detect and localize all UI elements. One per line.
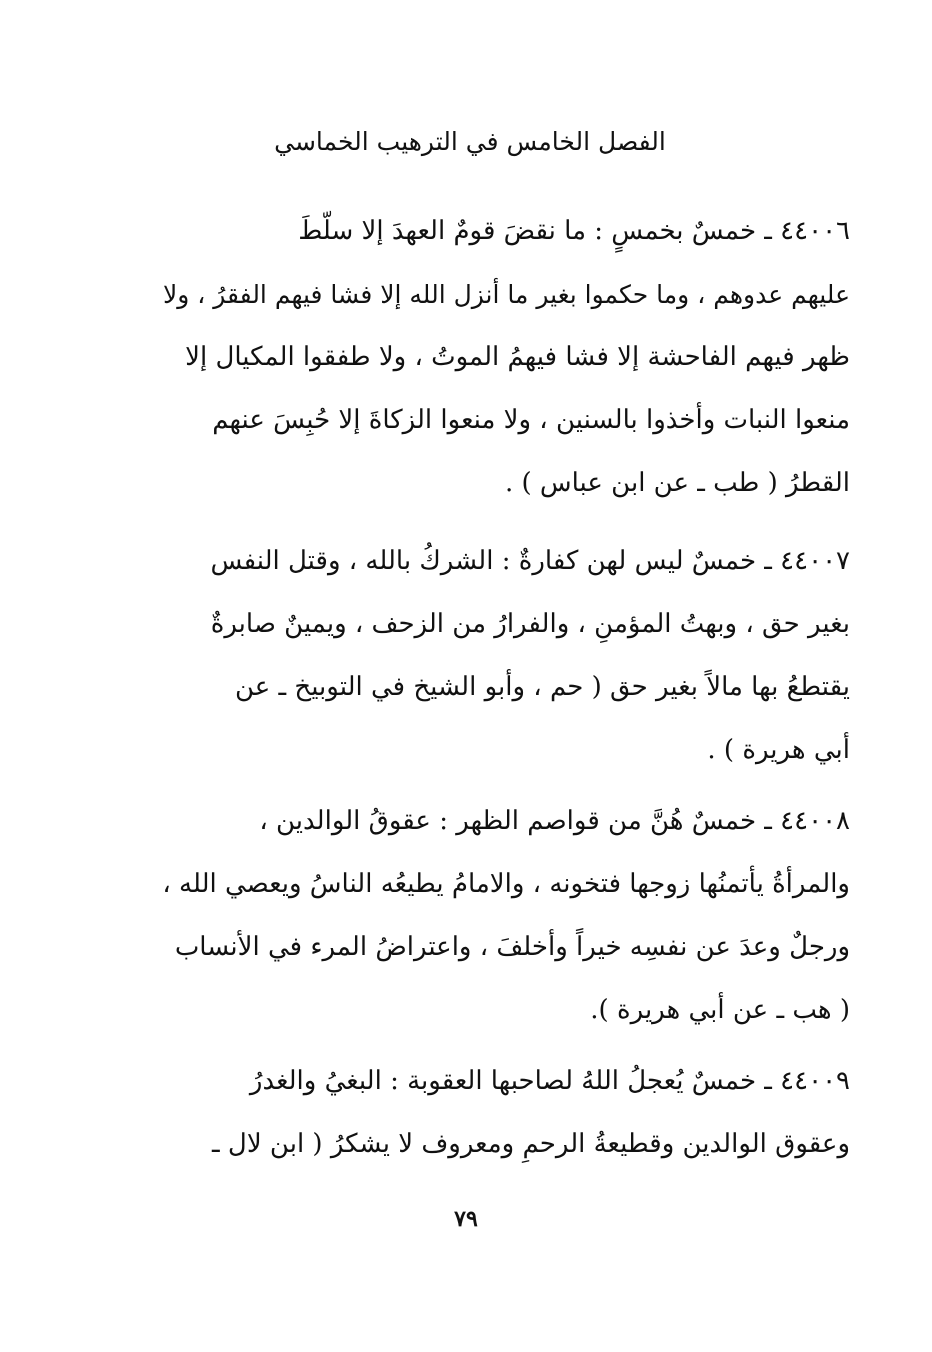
text-line: أبي هريرة ) . — [707, 735, 850, 765]
text-line: وعقوق الوالدين وقطيعةُ الرحمِ ومعروف لا يشكرُ ( ابن لال ـ — [212, 1129, 850, 1159]
text-line: ٤٤٠٠٧ ـ خمسٌ ليس لهن كفارةٌ : الشركُ بالله ، وقتل النفس — [210, 546, 850, 576]
hadith-entry-44009 — [150, 1050, 850, 1176]
text-line: بغير حق ، وبهتُ المؤمنِ ، والفرارُ من الزحف ، ويمينٌ صابرةٌ — [210, 609, 850, 639]
text-line: ٤٤٠٠٨ ـ خمسٌ هُنَّ من قواصم الظهر : عقوقُ الوالدين ، — [259, 806, 850, 836]
text-line: ٤٤٠٠٩ ـ خمسٌ يُعجلُ اللهُ لصاحبها العقوبة : البغيُ والغدرُ — [249, 1066, 850, 1096]
text-line: يقتطعُ بها مالاً بغير حق ( حم ، وأبو الشيخ في التوبيخ ـ عن — [234, 672, 850, 702]
text-line: ( هب ـ عن أبي هريرة ). — [590, 995, 850, 1025]
text-line: ٤٤٠٠٦ ـ خمسٌ بخمسٍ : ما نقضَ قومٌ العهدَ إلا سلّطَ — [298, 216, 850, 246]
text-line: ظهر فيهم الفاحشة إلا فشا فيهمُ الموتُ ، ولا طفقوا المكيال إلا — [185, 342, 850, 372]
text-line: عليهم عدوهم ، وما حكموا بغير ما أنزل الله إلا فشا فيهم الفقرُ ، ولا — [162, 280, 850, 309]
chapter-title: الفصل الخامس في الترهيب الخماسي — [274, 127, 666, 156]
text-line: والمرأةُ يأتمنُها زوجها فتخونه ، والامامُ يطيعُه الناسُ ويعصي الله ، — [162, 869, 850, 899]
text-line: منعوا النبات وأخذوا بالسنين ، ولا منعوا الزكاةَ إلا حُبِسَ عنهم — [212, 405, 850, 435]
text-line: القطرُ ( طب ـ عن ابن عباس ) . — [504, 468, 850, 498]
page-number: ٧٩ — [454, 1206, 478, 1232]
hadith-entry-44008 — [150, 790, 850, 1042]
text-line: ورجلٌ وعدَ عن نفسِه خيراً وأخلفَ ، واعتراضُ المرء في الأنساب — [174, 932, 850, 962]
hadith-entry-44006 — [150, 200, 850, 515]
hadith-entry-44007 — [150, 530, 850, 782]
